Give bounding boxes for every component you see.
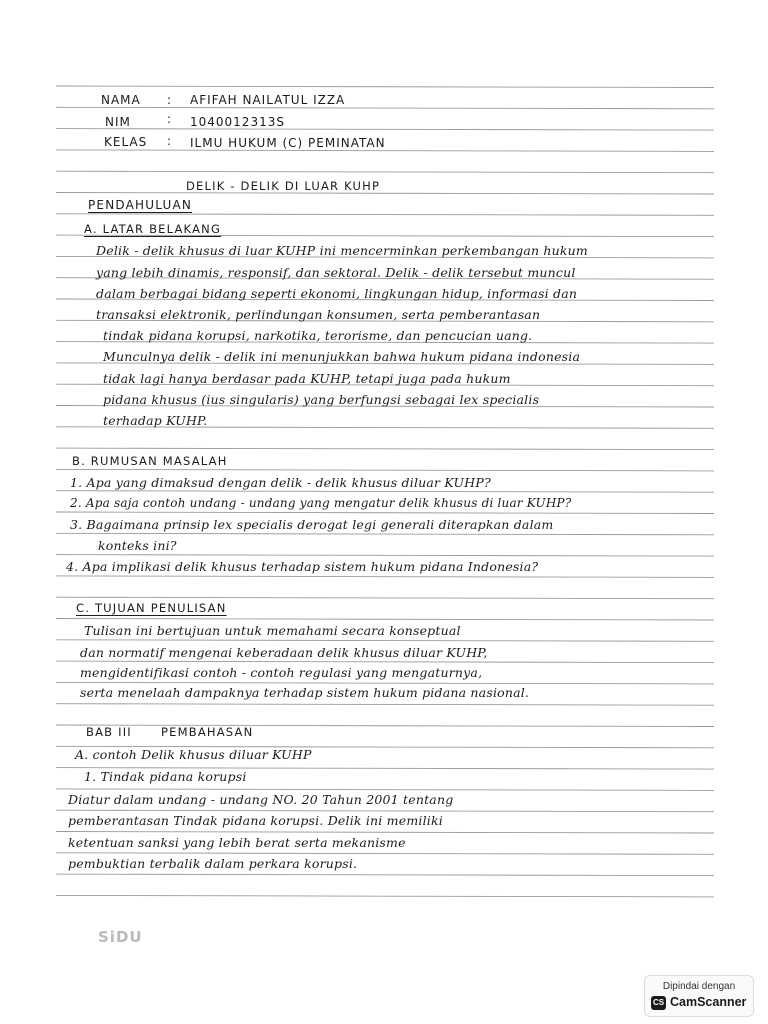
scanner-name: CamScanner [670,995,747,1009]
ruled-line [56,107,714,109]
name-label: NAMA [101,93,141,107]
bab-line: Diatur dalam undang - undang NO. 20 Tahun 2001 tentang [68,792,454,807]
ruled-line [56,704,714,706]
nim-label: NIM [105,115,131,129]
bab-line: pemberantasan Tindak pidana korupsi. Delik ini memiliki [68,813,443,828]
ruled-line [56,640,714,642]
ruled-line [56,491,714,493]
ruled-line [56,597,714,599]
ruled-line [56,214,714,216]
latar-line: tidak lagi hanya berdasar pada KUHP, tetapi juga pada hukum [103,371,511,386]
tujuan-line: mengidentifikasi contoh - contoh regulasi yang mengaturnya, [80,665,483,680]
bab-item-heading: 1. Tindak pidana korupsi [84,769,247,784]
ruled-line [56,193,714,195]
kelas-value: ILMU HUKUM (C) PEMINATAN [190,136,386,150]
ruled-line [56,895,714,897]
ruled-line [56,832,714,834]
latar-line: tindak pidana korupsi, narkotika, terorisme, dan pencucian uang. [103,328,533,343]
ruled-line [56,874,714,876]
ruled-line [56,533,714,535]
ruled-line [56,555,714,557]
camscanner-watermark [644,975,754,1017]
tujuan-penulisan-heading: C. TUJUAN PENULISAN [76,601,227,615]
ruled-line [56,469,714,471]
ruled-line [56,86,714,88]
pendahuluan-heading: PENDAHULUAN [88,198,193,212]
ruled-line [56,171,714,173]
bab-subheading: A. contoh Delik khusus diluar KUHP [75,747,312,762]
notebook-brand-logo: SiDU [98,928,143,946]
ruled-line [56,619,714,621]
ruled-line [56,576,714,578]
ruled-line [56,512,714,514]
tujuan-line: serta menelaah dampaknya terhadap sistem hukum pidana nasional. [80,685,530,700]
rumusan-line: 4. Apa implikasi delik khusus terhadap sistem hukum pidana Indonesia? [66,559,539,574]
latar-line: pidana khusus (ius singularis) yang berfungsi sebagai lex specialis [103,392,540,407]
latar-line: Delik - delik khusus di luar KUHP ini mencerminkan perkembangan hukum [96,243,588,258]
name-separator: : [167,93,173,107]
kelas-separator: : [167,134,173,148]
kelas-label: KELAS [104,135,148,149]
ruled-line [56,448,714,450]
rumusan-line: konteks ini? [98,538,177,553]
latar-line: dalam berbagai bidang seperti ekonomi, lingkungan hidup, informasi dan [96,286,578,301]
nim-value: 1040012313S [190,115,285,129]
tujuan-line: dan normatif mengenai keberadaan delik khusus diluar KUHP, [80,645,488,660]
bab-line: pembuktian terbalik dalam perkara korupsi. [68,856,358,871]
ruled-line [56,853,714,855]
scanner-caption: Dipindai dengan [662,981,736,992]
rumusan-line: 2. Apa saja contoh undang - undang yang mengatur delik khusus di luar KUHP? [70,496,572,510]
latar-line: terhadap KUHP. [103,413,208,428]
name-value: AFIFAH NAILATUL IZZA [190,93,346,107]
latar-line: yang lebih dinamis, responsif, dan sektoral. Delik - delik tersebut muncul [96,265,576,280]
latar-line: Munculnya delik - delik ini menunjukkan bahwa hukum pidana indonesia [103,349,581,364]
nim-separator: : [167,112,173,126]
rumusan-masalah-heading: B. RUMUSAN MASALAH [72,454,228,468]
latar-line: transaksi elektronik, perlindungan konsumen, serta pemberantasan [96,307,541,322]
ruled-line [56,789,714,791]
camscanner-logo-icon: CS [651,996,666,1010]
page-title: DELIK - DELIK DI LUAR KUHP [186,179,381,193]
bab-heading: BAB III PEMBAHASAN [86,725,254,739]
ruled-line [56,682,714,684]
tujuan-line: Tulisan ini bertujuan untuk memahami secara konseptual [84,623,461,638]
latar-belakang-heading: A. LATAR BELAKANG [84,222,222,236]
rumusan-line: 1. Apa yang dimaksud dengan delik - delik khusus diluar KUHP? [70,475,491,490]
ruled-line [56,661,714,663]
ruled-line [56,129,714,131]
rumusan-line: 3. Bagaimana prinsip lex specialis derogat legi generali diterapkan dalam [70,517,554,532]
ruled-line [56,150,714,152]
ruled-line [56,810,714,812]
bab-line: ketentuan sanksi yang lebih berat serta mekanisme [68,835,406,850]
